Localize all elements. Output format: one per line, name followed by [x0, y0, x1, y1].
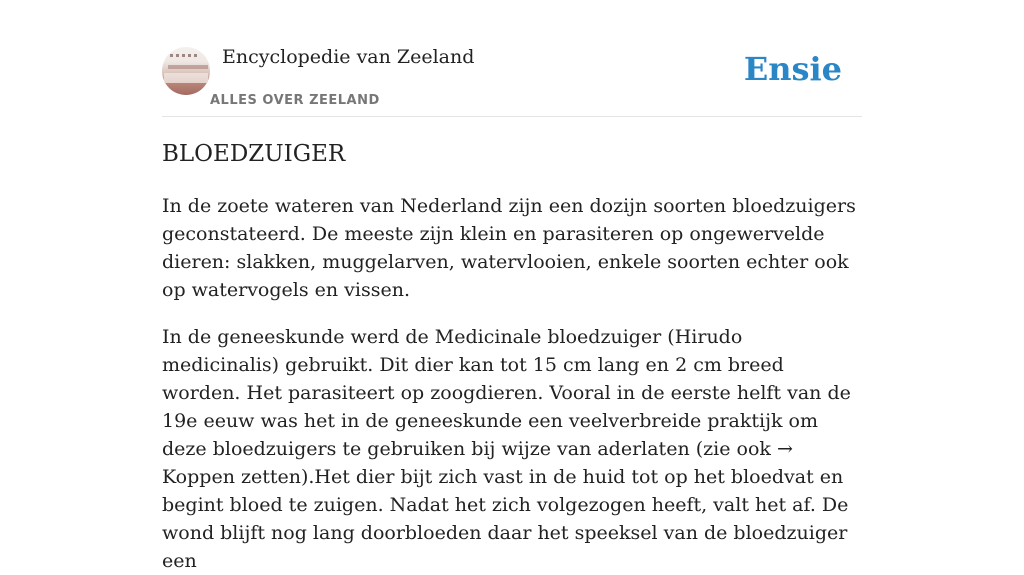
see-also-link[interactable]: → Koppen zetten	[162, 438, 793, 488]
site-header	[162, 0, 862, 117]
paragraph-text: In de geneeskunde werd de Medicinale bloedzuiger (Hirudo medicinalis) gebruikt. Dit dier kan tot 15 cm lang en 2 cm breed worden. Het parasiteert op zoogdieren. Vooral in de eerste helft van de 19e eeuw was het in de geneeskunde een veelverbreide praktijk om deze bloedzuigers te gebruiken bij wijze van aderlaten (zie ook	[162, 326, 851, 460]
page-container	[162, 0, 862, 572]
ensie-logo-link[interactable]: Ensie	[743, 50, 842, 88]
paragraph-text: ).Het dier bijt zich vast in de huid tot op het bloedvat en begint bloed te zuigen. Nadat het zich volgezogen heeft, valt het af. De wond blijft nog lang doorbloeden daar het speeksel van de bloedzuiger een	[162, 466, 849, 572]
article-title: BLOEDZUIGER	[162, 141, 346, 167]
article-paragraph: In de zoete wateren van Nederland zijn een dozijn soorten bloedzuigers geconstateerd. De meeste zijn klein en parasiteren op ongewervelde dieren: slakken, muggelarven, watervlooien, enkele soorten echter ook op watervogels en vissen.	[162, 195, 856, 301]
avatar-detail	[170, 54, 200, 57]
site-title[interactable]: Encyclopedie van Zeeland	[222, 46, 475, 68]
article-paragraph	[162, 323, 862, 575]
site-avatar[interactable]	[162, 47, 210, 95]
avatar-detail	[164, 73, 208, 83]
avatar-detail	[168, 65, 208, 69]
site-tagline: ALLES OVER ZEELAND	[210, 93, 380, 108]
